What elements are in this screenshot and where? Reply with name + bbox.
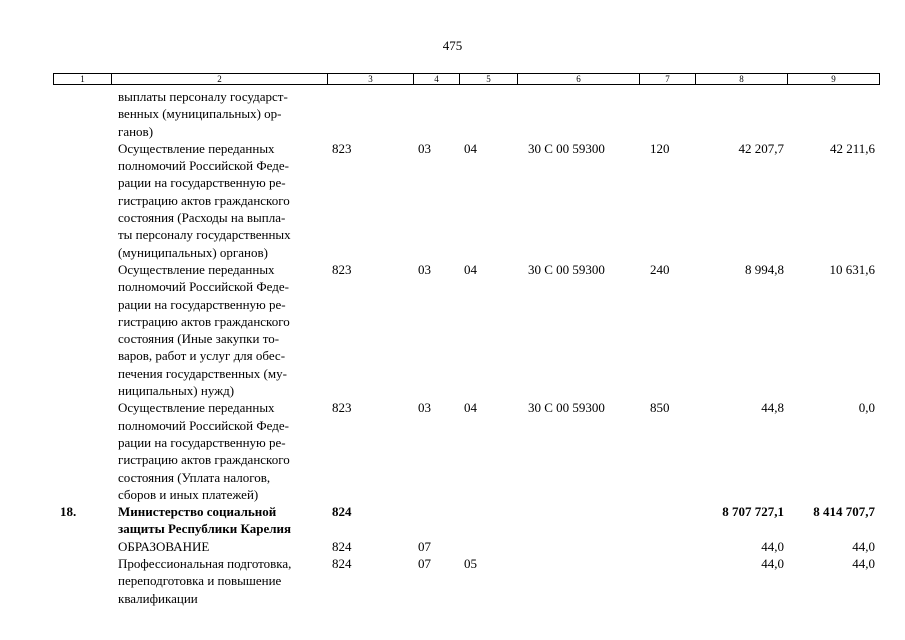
- table-body: [0, 88, 905, 607]
- row-vr: 850: [650, 400, 670, 416]
- row-amount-2: 44,0: [852, 556, 875, 572]
- row-name-line: ганов): [118, 123, 154, 139]
- header-col-9: 9: [831, 74, 836, 84]
- row-amount-2: 0,0: [858, 400, 875, 416]
- row-name: [118, 140, 328, 261]
- row-csr: 30 С 00 59300: [528, 140, 605, 156]
- row-pr: 04: [464, 400, 477, 416]
- row-rz: 07: [418, 538, 431, 554]
- table-row: [0, 261, 905, 399]
- table-header: [53, 73, 880, 85]
- row-rz: 03: [418, 261, 431, 277]
- row-name: [118, 399, 328, 503]
- row-name-line: рации на государственную ре-: [118, 175, 286, 191]
- header-col-2: 2: [112, 74, 328, 84]
- row-name-line: ты персоналу государственных: [118, 227, 291, 243]
- row-amount-1: 8 707 727,1: [722, 504, 784, 520]
- row-name: [118, 555, 328, 607]
- row-name: [118, 88, 328, 140]
- row-name-line: полномочий Российской Феде-: [118, 279, 289, 295]
- row-csr: 30 С 00 59300: [528, 400, 605, 416]
- table-row: [0, 503, 905, 538]
- header-col-4: 4: [414, 74, 460, 84]
- row-pr: 04: [464, 261, 477, 277]
- row-name-line: переподготовка и повышение: [118, 573, 282, 589]
- table-row: [0, 538, 905, 555]
- row-name-line: рации на государственную ре-: [118, 296, 286, 312]
- row-amount-1: 44,0: [761, 556, 784, 572]
- row-rz: 03: [418, 140, 431, 156]
- row-name: [118, 503, 328, 538]
- row-name-line: Осуществление переданных: [118, 140, 275, 156]
- row-ved: 823: [332, 140, 352, 156]
- table-row: [0, 140, 905, 261]
- page-number: 475: [442, 38, 463, 53]
- row-name-line: гистрацию актов гражданского: [118, 192, 290, 208]
- row-name: [118, 261, 328, 399]
- row-name-line: гистрацию актов гражданского: [118, 313, 290, 329]
- row-amount-2: 44,0: [852, 538, 875, 554]
- row-name-line: состояния (Уплата налогов,: [118, 469, 271, 485]
- row-ved: 824: [332, 538, 352, 554]
- header-col-8: 8: [696, 74, 788, 84]
- row-name-line: гистрацию актов гражданского: [118, 452, 290, 468]
- row-name: [118, 538, 328, 555]
- header-col-5: 5: [460, 74, 518, 84]
- row-name-line: сборов и иных платежей): [118, 486, 259, 502]
- row-ved: 823: [332, 400, 352, 416]
- row-vr: 120: [650, 140, 670, 156]
- row-ved: 824: [332, 556, 352, 572]
- row-amount-1: 8 994,8: [745, 261, 784, 277]
- row-name-line: (муниципальных) органов): [118, 244, 268, 260]
- table-row: [0, 555, 905, 607]
- header-col-1: 1: [54, 74, 112, 84]
- row-ved: 823: [332, 261, 352, 277]
- row-name-line: Министерство социальной: [118, 504, 277, 520]
- row-name-line: рации на государственную ре-: [118, 434, 286, 450]
- header-col-7: 7: [640, 74, 696, 84]
- row-name-line: Осуществление переданных: [118, 261, 275, 277]
- row-csr: 30 С 00 59300: [528, 261, 605, 277]
- row-name-line: печения государственных (му-: [118, 365, 287, 381]
- header-col-3: 3: [328, 74, 414, 84]
- row-number: 18.: [60, 504, 77, 520]
- row-pr: 05: [464, 556, 477, 572]
- row-name-line: ниципальных) нужд): [118, 383, 235, 399]
- row-amount-1: 42 207,7: [738, 140, 784, 156]
- row-amount-2: 10 631,6: [829, 261, 875, 277]
- row-amount-2: 8 414 707,7: [813, 504, 875, 520]
- table-row: [0, 88, 905, 140]
- row-name-line: выплаты персоналу государст-: [118, 89, 288, 104]
- row-rz: 07: [418, 556, 431, 572]
- row-name-line: квалификации: [118, 590, 198, 606]
- row-amount-2: 42 211,6: [829, 140, 875, 156]
- row-name-line: ОБРАЗОВАНИЕ: [118, 538, 210, 554]
- row-name-line: полномочий Российской Феде-: [118, 158, 289, 174]
- table-row: [0, 399, 905, 503]
- row-name-line: состояния (Расходы на выпла-: [118, 210, 286, 226]
- row-name-line: состояния (Иные закупки то-: [118, 331, 280, 347]
- row-name-line: Профессиональная подготовка,: [118, 556, 292, 572]
- row-vr: 240: [650, 261, 670, 277]
- row-pr: 04: [464, 140, 477, 156]
- row-ved: 824: [332, 504, 352, 520]
- row-amount-1: 44,0: [761, 538, 784, 554]
- row-name-line: варов, работ и услуг для обес-: [118, 348, 286, 364]
- row-name-line: венных (муниципальных) ор-: [118, 106, 282, 122]
- row-name-line: защиты Республики Карелия: [118, 521, 292, 537]
- row-name-line: Осуществление переданных: [118, 400, 275, 416]
- row-rz: 03: [418, 400, 431, 416]
- row-amount-1: 44,8: [761, 400, 784, 416]
- header-col-6: 6: [518, 74, 640, 84]
- row-name-line: полномочий Российской Феде-: [118, 417, 289, 433]
